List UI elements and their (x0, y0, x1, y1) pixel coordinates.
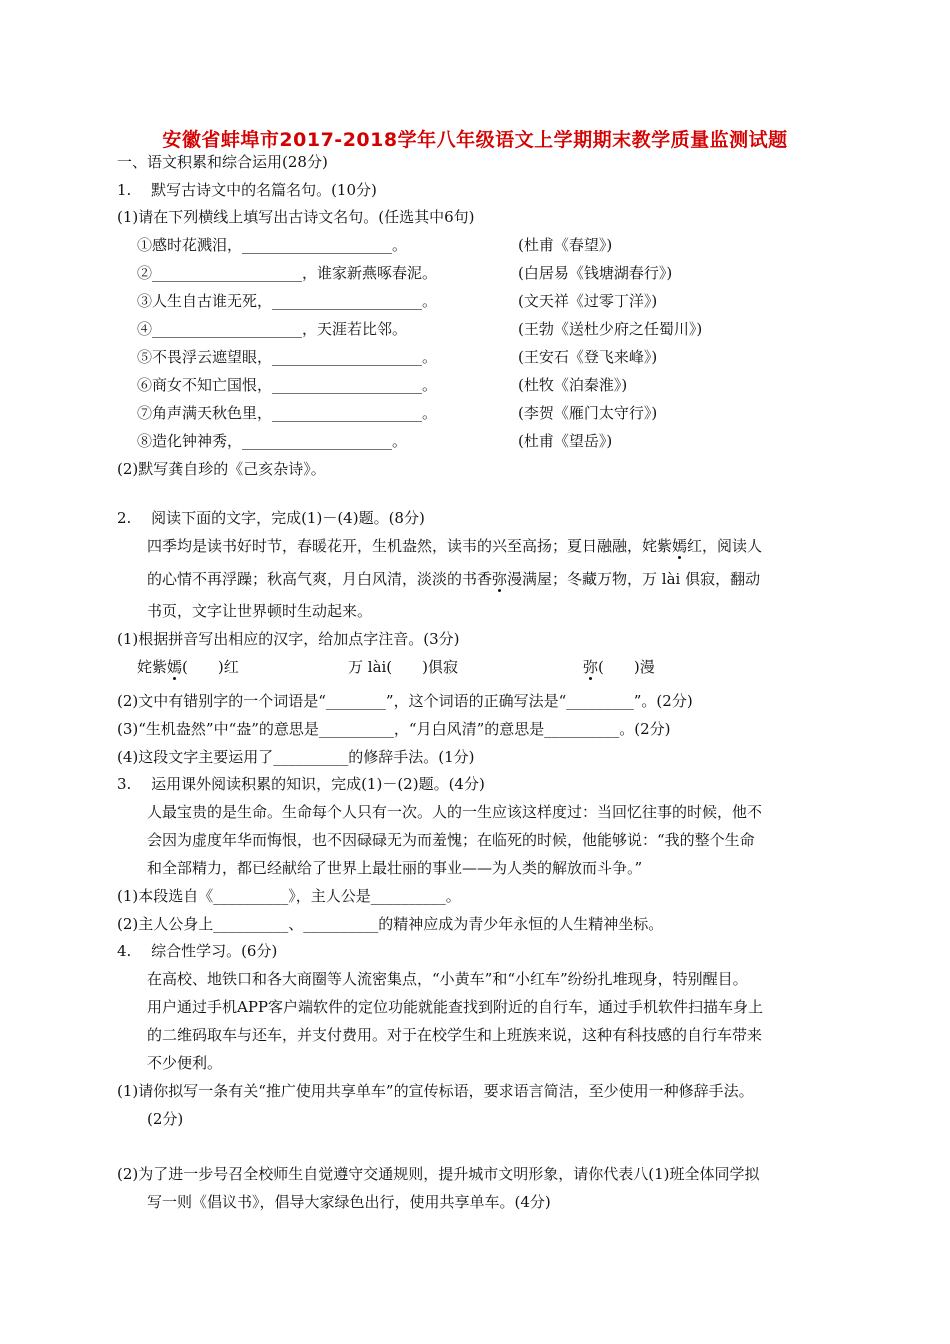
passage-4-line-1: 在高校、地铁口和各大商圈等人流密集点，“小黄车”和“小红车”纷纷扎堆现身，特别醒目。 (147, 970, 748, 988)
poem-source-3: (文天祥《过零丁洋》) (518, 292, 658, 310)
question-2-title: 2. 阅读下面的文字，完成(1)－(4)题。(8分) (117, 509, 425, 527)
question-1-title: 1. 默写古诗文中的名篇名句。(10分) (117, 181, 377, 199)
poem-source-2: (白居易《钱塘湖春行》) (518, 264, 673, 282)
poem-source-7: (李贺《雁门太守行》) (518, 404, 658, 422)
poem-line-8: ⑧造化钟神秀，____________________。 (137, 432, 408, 450)
poem-line-3: ③人生自古谁无死，____________________。 (137, 292, 438, 310)
passage-4-line-4: 不少便利。 (147, 1054, 223, 1072)
passage-3-line-2: 会因为虚度年华而悔恨，也不因碌碌无为而羞愧；在临死的时候，他能够说：“我的整个生命 (147, 831, 755, 849)
question-4-sub-1: (1)请你拟写一条有关“推广使用共享单车”的宣传标语，要求语言简洁，至少使用一种修辞手法。 (117, 1082, 754, 1100)
passage-2-line-2: 的心情不再浮躁；秋高气爽，月白风清，淡淡的书香弥漫满屋；冬藏万物，万 lài 俱寂，翻动 (147, 570, 761, 588)
dotted-char: 嫣 (672, 537, 688, 555)
document-title: 安徽省蚌埠市2017-2018学年八年级语文上学期期末教学质量监测试题 (162, 129, 788, 151)
poem-source-1: (杜甫《春望》) (518, 236, 613, 254)
poem-source-4: (王勃《送杜少府之任蜀川》) (518, 320, 703, 338)
question-2-sub-2: (2)文中有错别字的一个词语是“________”，这个词语的正确写法是“_________”。(2分) (117, 692, 693, 710)
passage-3-line-1: 人最宝贵的是生命。生命每个人只有一次。人的一生应该这样度过：当回忆往事的时候，他不 (147, 803, 763, 821)
question-4-title: 4. 综合性学习。(6分) (117, 942, 278, 960)
poem-line-5: ⑤不畏浮云遮望眼，____________________。 (137, 348, 438, 366)
question-3-sub-1: (1)本段选自《__________》，主人公是__________。 (117, 887, 461, 905)
question-3-sub-2: (2)主人公身上__________、__________的精神应成为青少年永恒的人生精神坐标。 (117, 915, 664, 933)
question-2-sub-4: (4)这段文字主要运用了__________的修辞手法。(1分) (117, 748, 475, 766)
question-2-sub-3: (3)“生机盎然”中“盎”的意思是__________，“月白风清”的意思是__________。(2分) (117, 720, 671, 738)
poem-line-6: ⑥商女不知亡国恨，____________________。 (137, 376, 438, 394)
poem-line-2: ②____________________，谁家新燕啄春泥。 (137, 264, 438, 282)
poem-line-7: ⑦角声满天秋色里，____________________。 (137, 404, 438, 422)
pinyin-item-2: 万 lài( )俱寂 (348, 658, 459, 676)
section-heading: 一、语文积累和综合运用(28分) (117, 153, 328, 171)
passage-4-line-3: 的二维码取车与还车，并支付费用。对于在校学生和上班族来说，这种有科技感的自行车带来 (147, 1026, 763, 1044)
pinyin-item-1: 姹紫嫣( )红 (137, 658, 239, 676)
poem-line-4: ④____________________，天涯若比邻。 (137, 320, 408, 338)
question-4-sub-2-cont: 写一则《倡议书》，倡导大家绿色出行，使用共享单车。(4分) (147, 1193, 551, 1211)
passage-2-line-3: 书页，文字让世界顿时生动起来。 (147, 602, 373, 620)
question-2-sub-1: (1)根据拼音写出相应的汉字，给加点字注音。(3分) (117, 630, 460, 648)
dotted-char: 弥 (583, 658, 599, 676)
poem-source-5: (王安石《登飞来峰》) (518, 348, 658, 366)
question-1-sub-1: (1)请在下列横线上填写出古诗文名句。(任选其中6句) (117, 208, 475, 226)
poem-source-6: (杜牧《泊秦淮》) (518, 376, 628, 394)
question-4-sub-2: (2)为了进一步号召全校师生自觉遵守交通规则，提升城市文明形象，请你代表八(1)班全体同学拟 (117, 1165, 760, 1183)
passage-4-line-2: 用户通过手机APP客户端软件的定位功能就能查找到附近的自行车，通过手机软件扫描车身上 (147, 998, 764, 1016)
question-3-title: 3. 运用课外阅读积累的知识，完成(1)－(2)题。(4分) (117, 775, 485, 793)
dotted-char: 嫣 (167, 658, 183, 676)
poem-line-1: ①感时花溅泪，____________________。 (137, 236, 408, 254)
pinyin-item-3: 弥( )漫 (583, 658, 655, 676)
passage-3-line-3: 和全部精力，都已经献给了世界上最壮丽的事业——为人类的解放而斗争。” (147, 859, 643, 877)
question-4-sub-1-score: (2分) (147, 1110, 184, 1128)
passage-2-line-1: 四季均是读书好时节，春暖花开，生机盎然，读韦的兴至高扬；夏日融融，姹紫嫣红，阅读人 (147, 537, 763, 555)
poem-source-8: (杜甫《望岳》) (518, 432, 613, 450)
dotted-char: 弥 (492, 570, 508, 588)
question-1-sub-2: (2)默写龚自珍的《己亥杂诗》。 (117, 460, 326, 478)
